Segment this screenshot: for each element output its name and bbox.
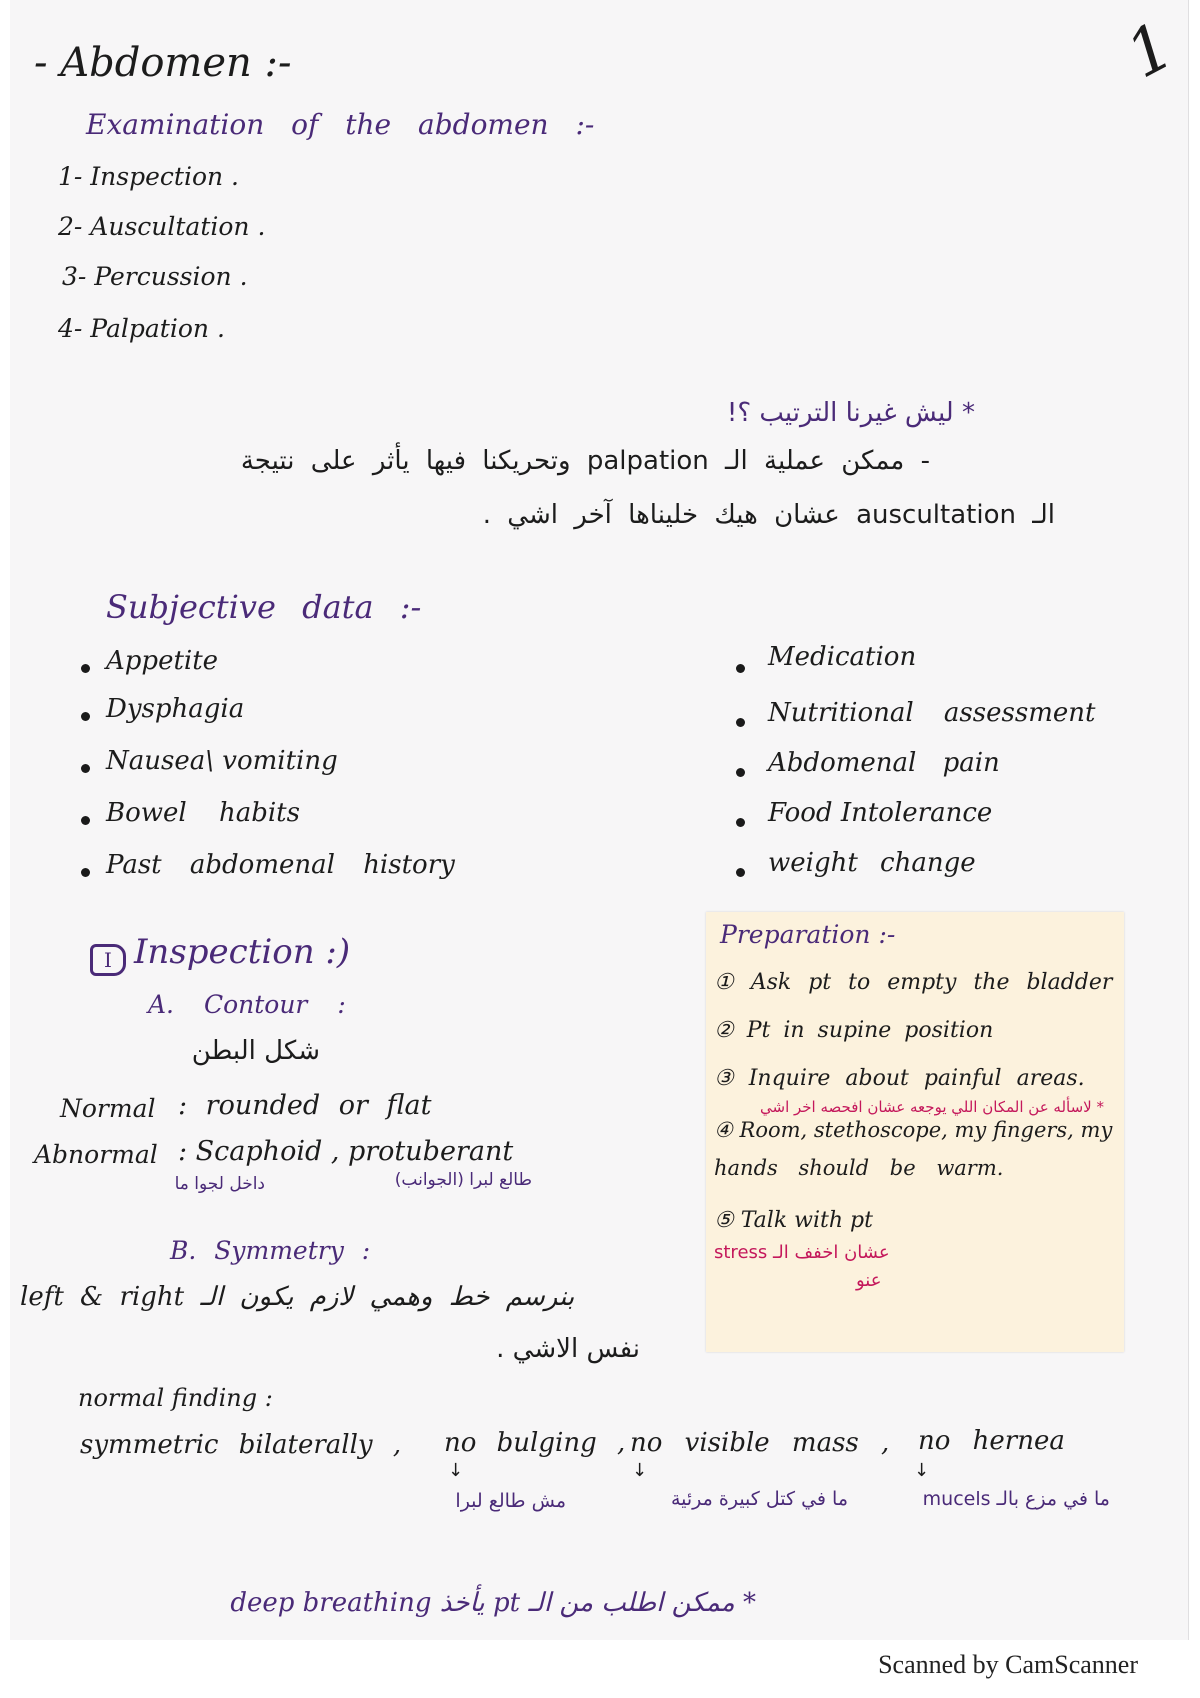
preparation-item: ① Ask pt to empty the bladder: [714, 970, 1113, 995]
finding-note: ما في مزع بالـ mucels: [922, 1488, 1110, 1510]
bullet-dot: [736, 768, 745, 777]
preparation-pink-note: عنو: [856, 1270, 882, 1291]
page-title: - Abdomen :-: [34, 40, 292, 86]
bullet-dot: [736, 664, 745, 673]
subjective-item: Medication: [768, 642, 917, 672]
normal-finding-heading: normal finding :: [78, 1384, 273, 1412]
finding-note: مش طالع لبرا: [455, 1490, 566, 1512]
down-arrow-icon: ↓: [632, 1460, 648, 1481]
preparation-item: hands should be warm.: [714, 1156, 1004, 1180]
subjective-item: Bowel habits: [106, 798, 300, 828]
subjective-item: Nutritional assessment: [768, 698, 1096, 728]
subjective-item: Dysphagia: [106, 694, 245, 724]
order-note-line: الـ auscultation عشان هيك خليناها آخر اشي .: [482, 500, 1055, 530]
finding-item: no bulging ,: [444, 1428, 626, 1458]
preparation-item: ② Pt in supine position: [714, 1018, 994, 1043]
symmetry-line: left & right بنرسم خط وهمي لازم يكون الـ: [20, 1282, 575, 1312]
examination-step: 1- Inspection .: [58, 162, 239, 191]
preparation-sticky-note: [706, 912, 1124, 1352]
preparation-item: ④ Room, stethoscope, my fingers, my: [714, 1118, 1113, 1142]
bullet-dot: [81, 764, 90, 773]
normal-value: : rounded or flat: [178, 1090, 432, 1121]
normal-label: Normal: [60, 1094, 156, 1123]
contour-arabic: شكل البطن: [191, 1036, 320, 1066]
preparation-heading: Preparation :-: [720, 920, 896, 949]
subjective-item: Past abdomenal history: [106, 850, 455, 880]
symmetry-line: نفس الاشي .: [496, 1334, 640, 1364]
inspection-heading: Inspection :): [134, 932, 351, 972]
order-note-line: - ممكن عملية الـ palpation وتحريكنا فيها يأثر على نتيجة: [240, 446, 930, 476]
scanner-watermark: Scanned by CamScanner: [878, 1650, 1138, 1679]
finding-note: ما في كتل كبيرة مرئية: [670, 1488, 848, 1510]
preparation-item: ⑤ Talk with pt: [714, 1208, 873, 1233]
down-arrow-icon: ↓: [448, 1460, 464, 1481]
subjective-item: Abdomenal pain: [768, 748, 1000, 778]
bullet-dot: [81, 664, 90, 673]
subjective-item: Appetite: [106, 646, 219, 676]
roman-one-icon: I: [90, 944, 126, 976]
examination-step: 2- Auscultation .: [58, 212, 266, 241]
bullet-dot: [81, 868, 90, 877]
abnormal-label: Abnormal: [34, 1140, 158, 1169]
preparation-pink-note: stress عشان اخفف الـ: [714, 1242, 890, 1263]
protuberant-note: طالع لبرا (الجوانب): [394, 1170, 532, 1190]
examination-step: 3- Percussion .: [62, 262, 248, 291]
symmetry-heading: B. Symmetry :: [170, 1236, 371, 1265]
finding-item: no visible mass ,: [630, 1428, 890, 1458]
contour-heading: A. Contour :: [148, 990, 346, 1019]
down-arrow-icon: ↓: [914, 1460, 930, 1481]
bullet-dot: [81, 816, 90, 825]
page-number: 1: [1115, 8, 1186, 94]
preparation-item: ③ Inquire about painful areas.: [714, 1066, 1085, 1091]
order-question: * ليش غيرنا الترتيب ؟!: [726, 398, 975, 428]
finding-item: no hernea: [918, 1426, 1065, 1456]
examination-heading: Examination of the abdomen :-: [86, 108, 595, 141]
preparation-pink-note: * لاسأله عن المكان اللي يوجعه عشان افحصه اخر اشي: [760, 1098, 1104, 1116]
abnormal-value: : Scaphoid , protuberant: [178, 1136, 514, 1167]
scaphoid-note: داخل لجوا ما: [174, 1174, 265, 1194]
subjective-heading: Subjective data :-: [106, 588, 422, 626]
bullet-dot: [81, 712, 90, 721]
finding-item: symmetric bilaterally ,: [80, 1430, 402, 1460]
deep-breathing-note: * ممكن اطلب من الـ pt يأخذ deep breathing: [230, 1588, 756, 1618]
bullet-dot: [736, 868, 745, 877]
subjective-item: Food Intolerance: [768, 798, 993, 828]
examination-step: 4- Palpation .: [58, 314, 225, 343]
bullet-dot: [736, 818, 745, 827]
subjective-item: Nausea\ vomiting: [106, 746, 338, 776]
bullet-dot: [736, 718, 745, 727]
subjective-item: weight change: [768, 848, 976, 878]
